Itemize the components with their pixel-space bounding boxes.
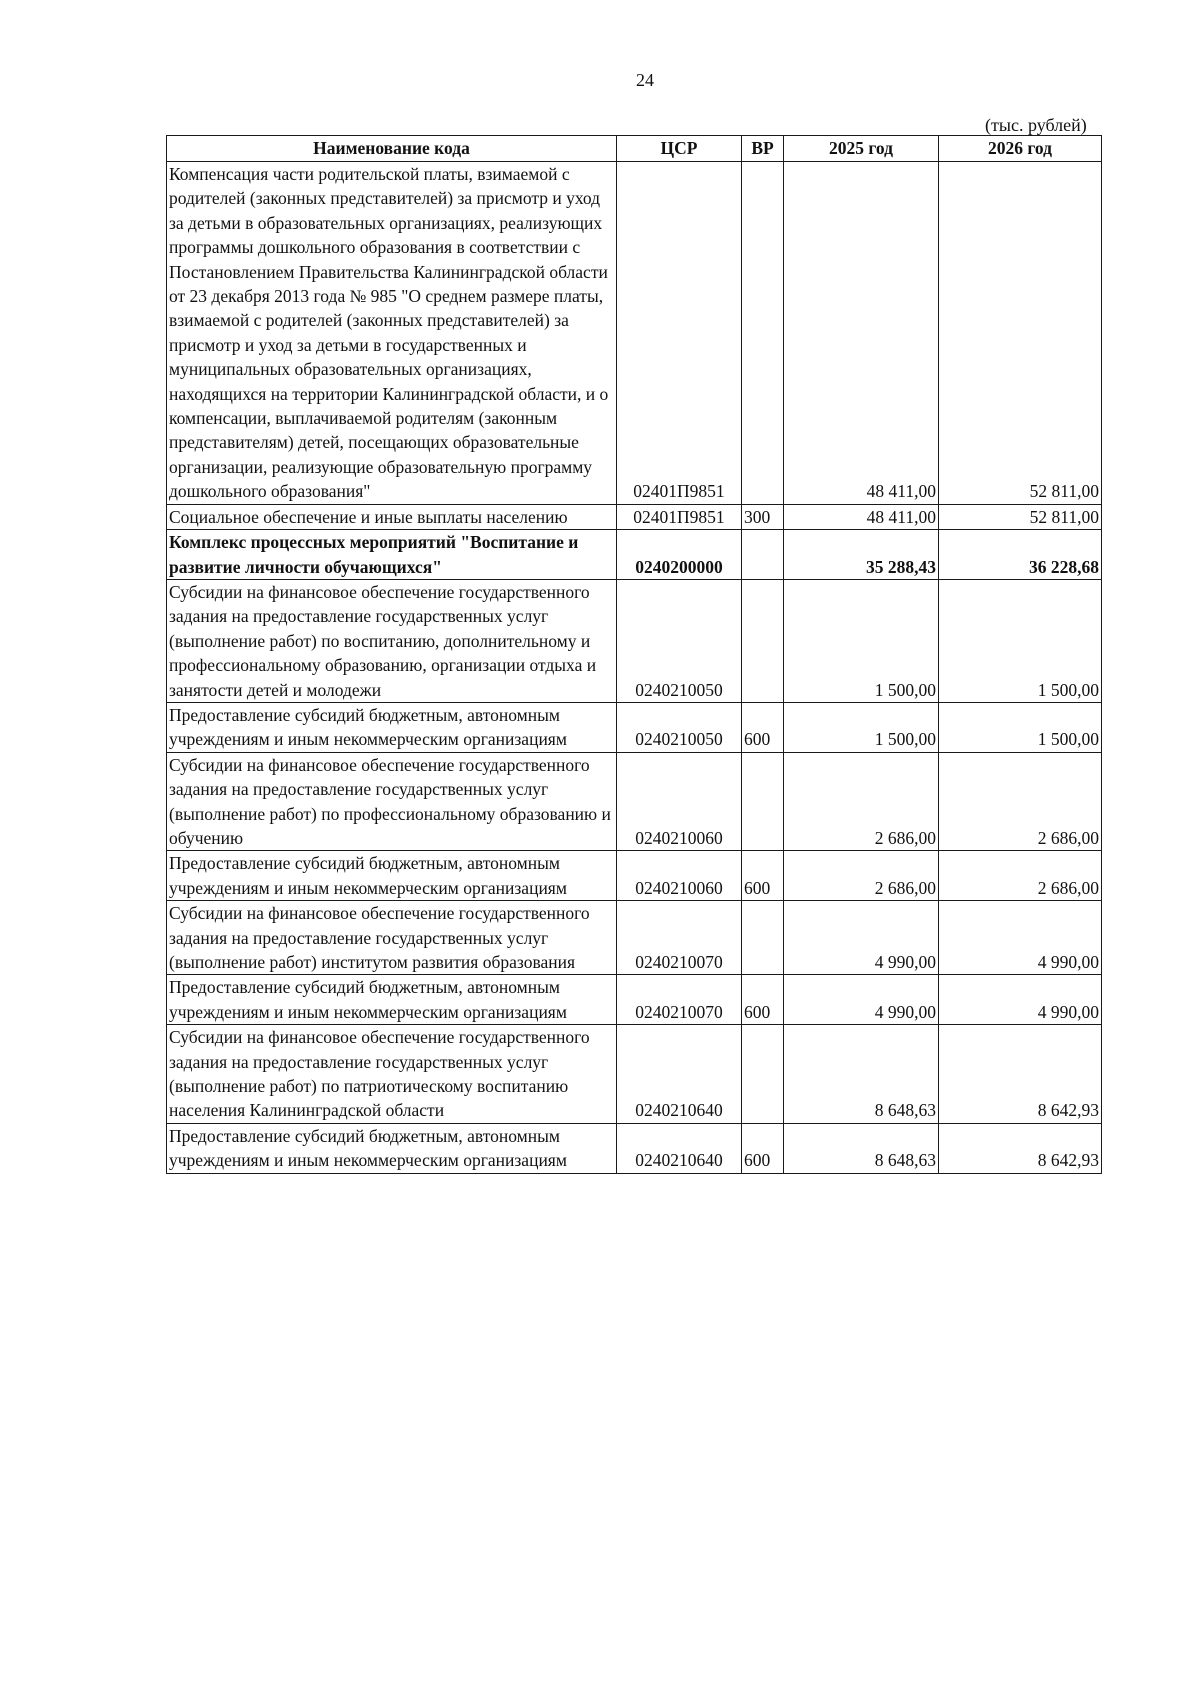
- cell-vr: [742, 530, 784, 580]
- cell-vr: [742, 901, 784, 975]
- cell-2026: 2 686,00: [939, 851, 1102, 901]
- table-header-row: [167, 136, 1102, 162]
- table-row: [167, 901, 1102, 975]
- cell-csr: 0240210070: [617, 901, 742, 975]
- cell-name: Комплекс процессных мероприятий "Воспитание и развитие личности обучающихся": [167, 530, 617, 580]
- cell-2025: 4 990,00: [784, 975, 939, 1025]
- cell-vr: 300: [742, 504, 784, 529]
- cell-2025: 8 648,63: [784, 1123, 939, 1173]
- cell-2025: 35 288,43: [784, 530, 939, 580]
- cell-name: Субсидии на финансовое обеспечение государственного задания на предоставление государственных услуг (выполнение работ) по профессиональному образованию и обучению: [167, 752, 617, 851]
- cell-csr: 0240210640: [617, 1123, 742, 1173]
- units-label: (тыс. рублей): [985, 115, 1087, 135]
- cell-name: Компенсация части родительской платы, взимаемой с родителей (законных представителей) за присмотр и уход за детьми в образовательных организациях, реализующих программы дошкольного образования в соответствии с Постановлением Правительства Калининградской области от 23 декабря 2013 года № 985 "О среднем размере платы, взимаемой с родителей (законных представителей) за присмотр и уход за детьми в государственных и муниципальных образовательных организациях, находящихся на территории Калининградской области, и о компенсации, выплачиваемой родителям (законным представителям) детей, посещающих образовательные организации, реализующие образовательную программу дошкольного образования": [167, 162, 617, 505]
- header-vr: ВР: [742, 136, 784, 162]
- table-row: [167, 975, 1102, 1025]
- table-row: [167, 1025, 1102, 1124]
- cell-2026: 36 228,68: [939, 530, 1102, 580]
- cell-csr: 02401П9851: [617, 504, 742, 529]
- cell-vr: [742, 162, 784, 505]
- cell-csr: 0240200000: [617, 530, 742, 580]
- page-number: 24: [636, 70, 654, 90]
- cell-vr: [742, 752, 784, 851]
- table-row: [167, 162, 1102, 505]
- header-2025: 2025 год: [784, 136, 939, 162]
- cell-csr: 0240210640: [617, 1025, 742, 1124]
- table-row: [167, 1123, 1102, 1173]
- cell-2026: 52 811,00: [939, 504, 1102, 529]
- cell-vr: [742, 1025, 784, 1124]
- budget-table: [166, 135, 1102, 1174]
- cell-2026: 8 642,93: [939, 1025, 1102, 1124]
- cell-vr: 600: [742, 1123, 784, 1173]
- cell-name: Субсидии на финансовое обеспечение государственного задания на предоставление государственных услуг (выполнение работ) институтом развития образования: [167, 901, 617, 975]
- cell-2026: 8 642,93: [939, 1123, 1102, 1173]
- cell-csr: 0240210050: [617, 702, 742, 752]
- cell-2026: 52 811,00: [939, 162, 1102, 505]
- cell-csr: 0240210050: [617, 579, 742, 702]
- table-row: [167, 530, 1102, 580]
- cell-2025: 4 990,00: [784, 901, 939, 975]
- cell-name: Социальное обеспечение и иные выплаты населению: [167, 504, 617, 529]
- header-name: Наименование кода: [167, 136, 617, 162]
- cell-name: Предоставление субсидий бюджетным, автономным учреждениям и иным некоммерческим организациям: [167, 975, 617, 1025]
- cell-2026: 4 990,00: [939, 975, 1102, 1025]
- cell-2025: 2 686,00: [784, 851, 939, 901]
- cell-csr: 02401П9851: [617, 162, 742, 505]
- cell-vr: 600: [742, 702, 784, 752]
- header-csr: ЦСР: [617, 136, 742, 162]
- cell-name: Предоставление субсидий бюджетным, автономным учреждениям и иным некоммерческим организациям: [167, 1123, 617, 1173]
- cell-2026: 1 500,00: [939, 702, 1102, 752]
- header-2026: 2026 год: [939, 136, 1102, 162]
- cell-2025: 8 648,63: [784, 1025, 939, 1124]
- cell-name: Предоставление субсидий бюджетным, автономным учреждениям и иным некоммерческим организациям: [167, 851, 617, 901]
- cell-vr: 600: [742, 975, 784, 1025]
- cell-2026: 1 500,00: [939, 579, 1102, 702]
- cell-vr: [742, 579, 784, 702]
- table-row: [167, 752, 1102, 851]
- cell-2025: 1 500,00: [784, 702, 939, 752]
- table-row: [167, 504, 1102, 529]
- cell-2025: 48 411,00: [784, 162, 939, 505]
- cell-2026: 2 686,00: [939, 752, 1102, 851]
- cell-2025: 1 500,00: [784, 579, 939, 702]
- cell-csr: 0240210070: [617, 975, 742, 1025]
- cell-2025: 48 411,00: [784, 504, 939, 529]
- cell-name: Субсидии на финансовое обеспечение государственного задания на предоставление государственных услуг (выполнение работ) по воспитанию, дополнительному и профессиональному образованию, организации отдыха и занятости детей и молодежи: [167, 579, 617, 702]
- table-row: [167, 851, 1102, 901]
- cell-vr: 600: [742, 851, 784, 901]
- cell-2025: 2 686,00: [784, 752, 939, 851]
- cell-2026: 4 990,00: [939, 901, 1102, 975]
- cell-name: Предоставление субсидий бюджетным, автономным учреждениям и иным некоммерческим организациям: [167, 702, 617, 752]
- cell-csr: 0240210060: [617, 752, 742, 851]
- cell-csr: 0240210060: [617, 851, 742, 901]
- table-row: [167, 702, 1102, 752]
- cell-name: Субсидии на финансовое обеспечение государственного задания на предоставление государственных услуг (выполнение работ) по патриотическому воспитанию населения Калининградской области: [167, 1025, 617, 1124]
- table-row: [167, 579, 1102, 702]
